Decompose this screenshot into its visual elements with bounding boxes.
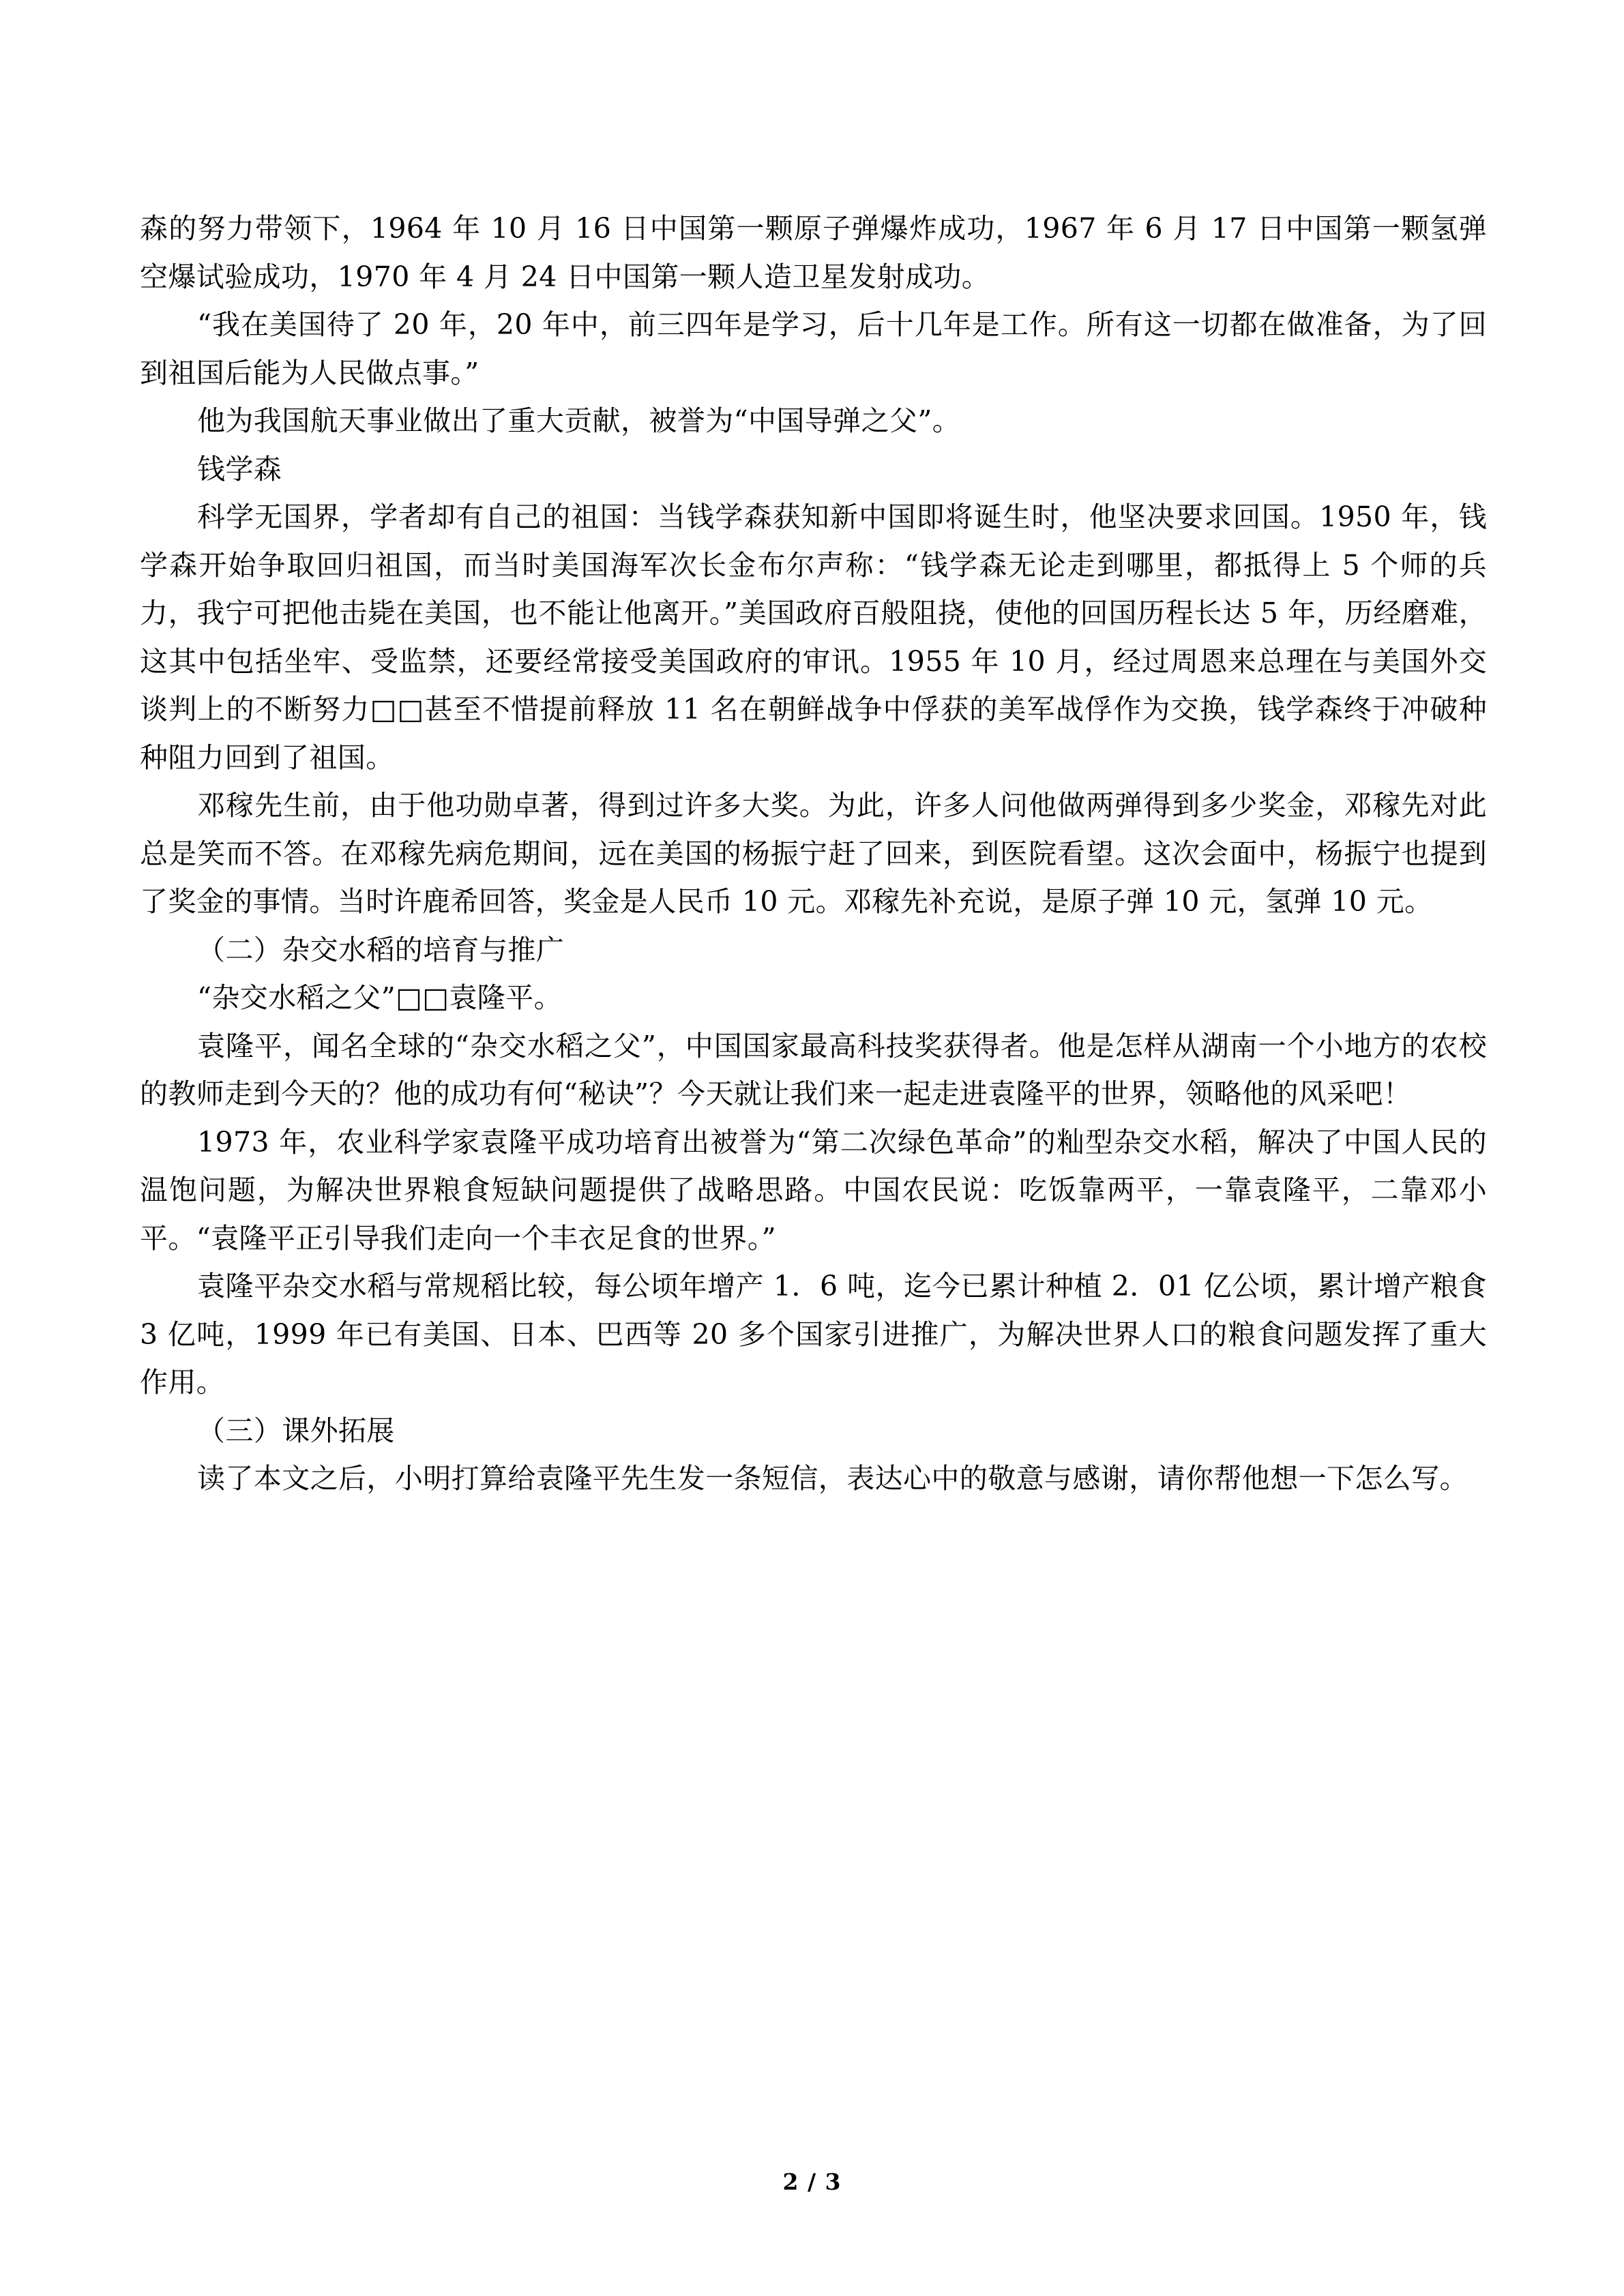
paragraph-quote-america: “我在美国待了 20 年，20 年中，前三四年是学习，后十几年是工作。所有这一切都在做准备，为了回到祖国后能为人民做点事。” (140, 308, 1487, 389)
paragraph-qianxuesen-story: 科学无国界，学者却有自己的祖国：当钱学森获知新中国即将诞生时，他坚决要求回国。1950 年，钱学森开始争取回归祖国，而当时美国海军次长金布尔声称：“钱学森无论走到哪里，都抵得上 5 个师的兵力，我宁可把他击毙在美国，也不能让他离开。”美国政府百般阻挠，使他的回国历程长达 5 年，历经磨难，这其中包括坐牢、受监禁，还要经常接受美国政府的审讯。1955 年 10 月，经过周恩来总理在与美国外交谈判上的不断努力□□甚至不惜提前释放 11 名在朝鲜战争中俘获的美军战俘作为交换，钱学森终于冲破种种阻力回到了祖国。 (140, 501, 1487, 774)
paragraph-yuanlongping-title: “杂交水稻之父”□□袁隆平。 (197, 981, 562, 1015)
paragraph-continuation: 森的努力带领下，1964 年 10 月 16 日中国第一颗原子弹爆炸成功，1967 年 6 月 17 日中国第一颗氢弹空爆试验成功，1970 年 4 月 24 日中国第一颗人造卫星发射成功。 (140, 212, 1487, 293)
paragraph-yuanlongping-intro: 袁隆平，闻名全球的“杂交水稻之父”，中国国家最高科技奖获得者。他是怎样从湖南一个小地方的农校的教师走到今天的？他的成功有何“秘诀”？今天就让我们来一起走进袁隆平的世界，领略他的风采吧！ (140, 1029, 1487, 1111)
paragraph-assignment: 读了本文之后，小明打算给袁隆平先生发一条短信，表达心中的敬意与感谢，请你帮他想一下怎么写。 (197, 1462, 1468, 1495)
paragraph-hybrid-rice-yield: 袁隆平杂交水稻与常规稻比较，每公顷年增产 1．6 吨，迄今已累计种植 2．01 亿公顷，累计增产粮食 3 亿吨，1999 年已有美国、日本、巴西等 20 多个国家引进推广，为解决世界人口的粮食问题发挥了重大作用。 (140, 1270, 1487, 1399)
paragraph-hybrid-rice-1973: 1973 年，农业科学家袁隆平成功培育出被誉为“第二次绿色革命”的籼型杂交水稻，解决了中国人民的温饱问题，为解决世界粮食短缺问题提供了战略思路。中国农民说：吃饭靠两平，一靠袁隆平，二靠邓小平。“袁隆平正引导我们走向一个丰衣足食的世界。” (140, 1125, 1487, 1255)
document-body (140, 205, 1487, 1503)
paragraph-heading-qianxuesen: 钱学森 (197, 452, 282, 486)
paragraph-dengjiaxian-award: 邓稼先生前，由于他功勋卓著，得到过许多大奖。为此，许多人问他做两弹得到多少奖金，邓稼先对此总是笑而不答。在邓稼先病危期间，远在美国的杨振宁赶了回来，到医院看望。这次会面中，杨振宁也提到了奖金的事情。当时许鹿希回答，奖金是人民币 10 元。邓稼先补充说，是原子弹 10 元，氢弹 10 元。 (140, 789, 1487, 919)
page-number: 2 / 3 (782, 2168, 842, 2195)
paragraph-section-three-heading: （三）课外拓展 (197, 1414, 395, 1447)
paragraph-section-two-heading: （二）杂交水稻的培育与推广 (197, 933, 565, 966)
paragraph-contribution: 他为我国航天事业做出了重大贡献，被誉为“中国导弹之父”。 (197, 404, 961, 438)
